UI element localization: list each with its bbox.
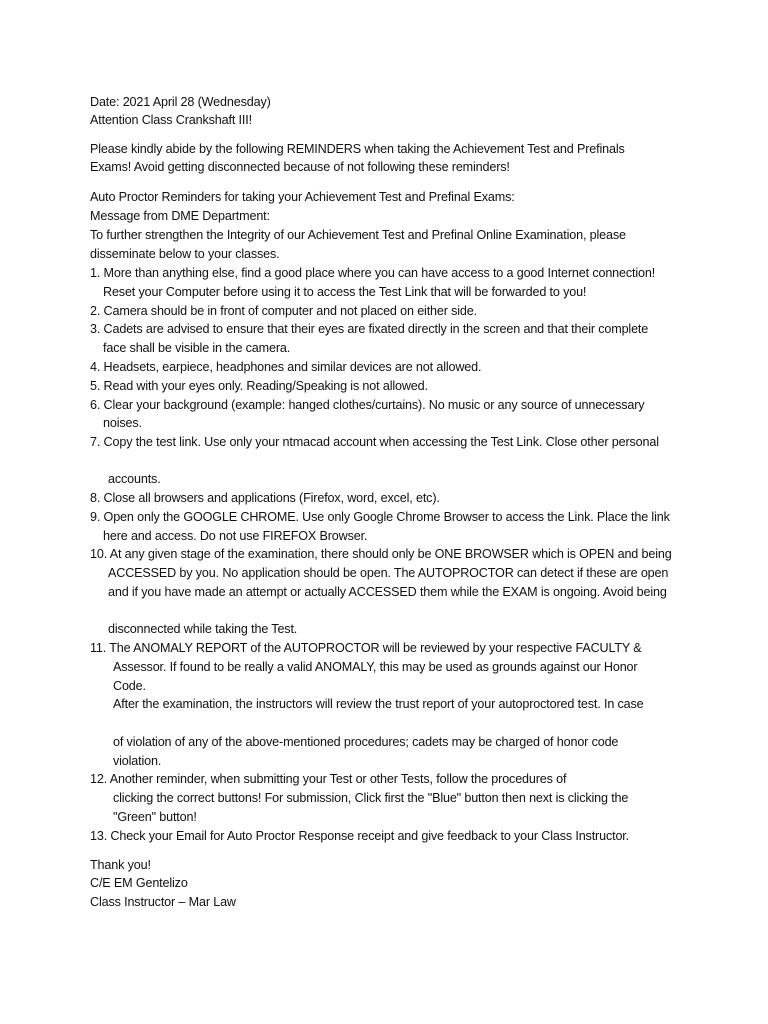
reminder-line: 13. Check your Email for Auto Proctor Response receipt and give feedback to your Class Instructor. <box>90 829 630 843</box>
section-line: disseminate below to your classes. <box>90 247 280 261</box>
reminder-line: Assessor. If found to be really a valid ANOMALY, this may be used as grounds against our Honor <box>113 660 638 674</box>
reminder-line: 11. The ANOMALY REPORT of the AUTOPROCTOR will be reviewed by your respective FACULTY & <box>90 641 642 655</box>
reminder-line: ACCESSED by you. No application should be open. The AUTOPROCTOR can detect if these are open <box>108 566 669 580</box>
reminder-line: After the examination, the instructors will review the trust report of your autoproctored test. In case <box>113 697 644 711</box>
reminder-line: 5. Read with your eyes only. Reading/Speaking is not allowed. <box>90 379 428 393</box>
reminder-line: 4. Headsets, earpiece, headphones and similar devices are not allowed. <box>90 360 482 374</box>
reminder-line: Code. <box>113 679 146 693</box>
reminder-line: 1. More than anything else, find a good place where you can have access to a good Internet connection! <box>90 266 656 280</box>
date-line: Date: 2021 April 28 (Wednesday) <box>90 95 271 109</box>
reminder-line: clicking the correct buttons! For submission, Click first the "Blue" button then next is clicking the <box>113 791 629 805</box>
reminder-line: 6. Clear your background (example: hanged clothes/curtains). No music or any source of unnecessary <box>90 398 645 412</box>
reminder-line: here and access. Do not use FIREFOX Browser. <box>103 529 368 543</box>
reminder-line: 7. Copy the test link. Use only your ntmacad account when accessing the Test Link. Close other personal <box>90 435 659 449</box>
reminder-line: 9. Open only the GOOGLE CHROME. Use only Google Chrome Browser to access the Link. Place the link <box>90 510 670 524</box>
reminder-line: and if you have made an attempt or actually ACCESSED them while the EXAM is ongoing. Avoid being <box>108 585 667 599</box>
reminder-line: accounts. <box>108 472 161 486</box>
intro-line: Please kindly abide by the following REMINDERS when taking the Achievement Test and Prefinals <box>90 142 625 156</box>
section-line: To further strengthen the Integrity of our Achievement Test and Prefinal Online Examination, please <box>90 228 626 242</box>
reminder-line: "Green" button! <box>113 810 197 824</box>
attention-line: Attention Class Crankshaft III! <box>90 113 252 127</box>
reminder-line: 10. At any given stage of the examination, there should only be ONE BROWSER which is OPEN and being <box>90 547 672 561</box>
reminder-line: disconnected while taking the Test. <box>108 622 298 636</box>
reminder-line: 12. Another reminder, when submitting your Test or other Tests, follow the procedures of <box>90 772 567 786</box>
reminder-line: Reset your Computer before using it to access the Test Link that will be forwarded to you! <box>103 285 587 299</box>
reminder-line: 8. Close all browsers and applications (Firefox, word, excel, etc). <box>90 491 440 505</box>
signature-name: C/E EM Gentelizo <box>90 876 188 890</box>
intro-line: Exams! Avoid getting disconnected because of not following these reminders! <box>90 160 510 174</box>
reminder-line: violation. <box>113 754 162 768</box>
reminder-line: 2. Camera should be in front of computer and not placed on either side. <box>90 304 477 318</box>
section-line: Auto Proctor Reminders for taking your Achievement Test and Prefinal Exams: <box>90 190 515 204</box>
reminder-line: of violation of any of the above-mentioned procedures; cadets may be charged of honor code <box>113 735 619 749</box>
closing-thanks: Thank you! <box>90 858 151 872</box>
signature-title: Class Instructor – Mar Law <box>90 895 236 909</box>
reminder-line: noises. <box>103 416 142 430</box>
reminder-line: 3. Cadets are advised to ensure that their eyes are fixated directly in the screen and that their complete <box>90 322 649 336</box>
section-line: Message from DME Department: <box>90 209 270 223</box>
reminder-line: face shall be visible in the camera. <box>103 341 291 355</box>
